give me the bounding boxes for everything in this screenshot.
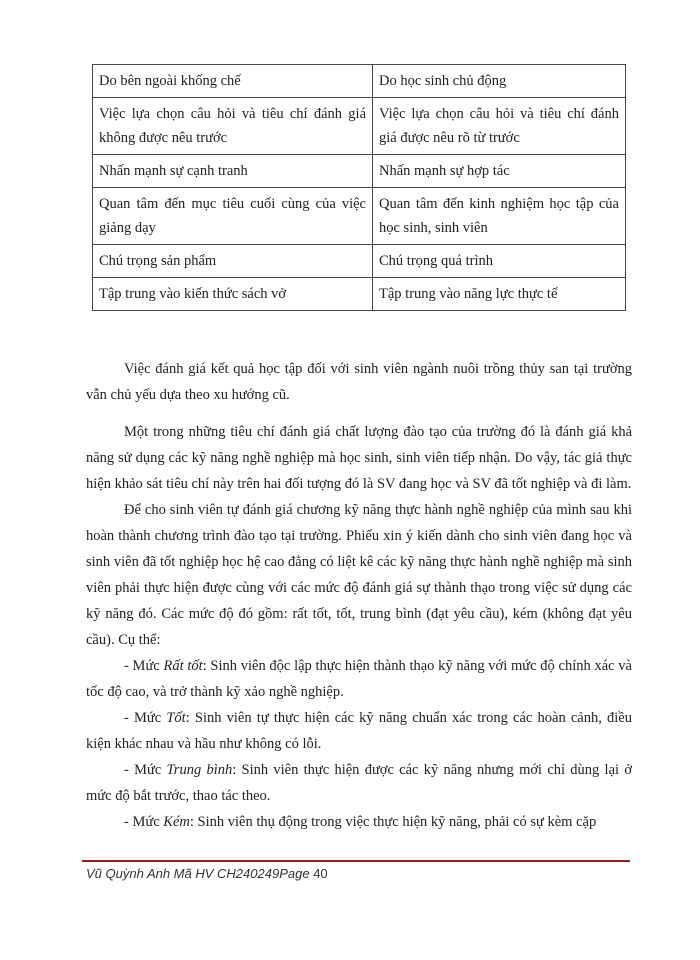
level-prefix: - Mức <box>124 710 167 726</box>
table-cell: Chú trọng quá trình <box>373 245 626 278</box>
table-cell: Việc lựa chọn câu hỏi và tiêu chí đánh giá được nêu rõ từ trước <box>373 98 626 155</box>
table-row <box>93 278 626 311</box>
level-prefix: - Mức <box>124 658 164 674</box>
level-item <box>86 653 632 705</box>
paragraph: Để cho sinh viên tự đánh giá chương kỹ năng thực hành nghề nghiệp của mình sau khi hoàn thành chương trình đào tạo tại trường. Phiếu xin ý kiến dành cho sinh viên đang học và sinh viên đã tốt nghiệp học hệ cao đẳng có liệt kê các kỹ năng thực hành nghề nghiệp mà sinh viên phải thực hiện được cùng với các mức độ đánh giá sự thành thạo trong việc sử dụng các kỹ năng đó. Các mức độ đó gồm: rất tốt, tốt, trung bình (đạt yêu cầu), kém (không đạt yêu cầu). Cụ thể: <box>86 502 632 648</box>
footer-page-label: Page <box>279 866 310 881</box>
table-cell: Nhấn mạnh sự cạnh tranh <box>93 155 373 188</box>
footer-divider <box>82 860 630 862</box>
level-item <box>86 757 632 809</box>
level-name: Trung bình <box>166 762 233 778</box>
level-name: Kém <box>163 814 190 830</box>
page-number: 40 <box>313 866 328 881</box>
level-item <box>86 809 632 835</box>
table-cell: Quan tâm đến mục tiêu cuối cùng của việc giảng dạy <box>93 188 373 245</box>
paragraph: Việc đánh giá kết quả học tập đối với sinh viên ngành nuôi trồng thủy san tại trường vẫn chủ yếu dựa theo xu hướng cũ. <box>86 361 632 403</box>
level-item <box>86 705 632 757</box>
table-cell: Quan tâm đến kinh nghiệm học tập của học sinh, sinh viên <box>373 188 626 245</box>
table-cell: Nhấn mạnh sự hợp tác <box>373 155 626 188</box>
level-prefix: - Mức <box>124 814 164 830</box>
level-text: : Sinh viên thụ động trong việc thực hiện kỹ năng, phải có sự kèm cặp <box>189 814 597 830</box>
table-cell: Việc lựa chọn câu hỏi và tiêu chí đánh giá không được nêu trước <box>93 98 373 155</box>
page-footer <box>86 866 328 881</box>
table-row <box>93 65 626 98</box>
table-cell: Do học sinh chủ động <box>373 65 626 98</box>
footer-author: Vũ Quỳnh Anh Mã HV CH240249 <box>86 866 280 881</box>
comparison-table <box>92 64 626 311</box>
table-cell: Do bên ngoài khống chế <box>93 65 373 98</box>
level-name: Tốt <box>166 710 186 726</box>
level-text: : Sinh viên thực hiện được các kỹ năng nhưng mới chỉ dùng lại ở mức độ bắt trước, thao tác theo. <box>86 762 632 804</box>
level-name: Rất tốt <box>163 658 203 674</box>
body-text <box>86 356 632 835</box>
table-cell: Tập trung vào kiến thức sách vở <box>93 278 373 311</box>
table-row <box>93 98 626 155</box>
table-cell: Chú trọng sản phẩm <box>93 245 373 278</box>
paragraph: Một trong những tiêu chí đánh giá chất lượng đào tạo của trường đó là đánh giá khả năng sử dụng các kỹ năng nghề nghiệp mà học sinh, sinh viên tiếp nhận. Do vậy, tác giả thực hiện khảo sát tiêu chí này trên hai đối tượng đó là SV đang học và SV đã tốt nghiệp và đi làm. <box>86 424 632 492</box>
table-row <box>93 245 626 278</box>
table-cell: Tập trung vào năng lực thực tế <box>373 278 626 311</box>
level-text: : Sinh viên độc lập thực hiện thành thạo kỹ năng với mức độ chính xác và tốc độ cao, và trở thành kỹ xảo nghề nghiệp. <box>86 658 632 700</box>
table-row <box>93 188 626 245</box>
table-row <box>93 155 626 188</box>
level-prefix: - Mức <box>124 762 167 778</box>
level-text: : Sinh viên tự thực hiện các kỹ năng chuẩn xác trong các hoàn cảnh, điều kiện khác nhau và hầu như không có lỗi. <box>86 710 632 752</box>
